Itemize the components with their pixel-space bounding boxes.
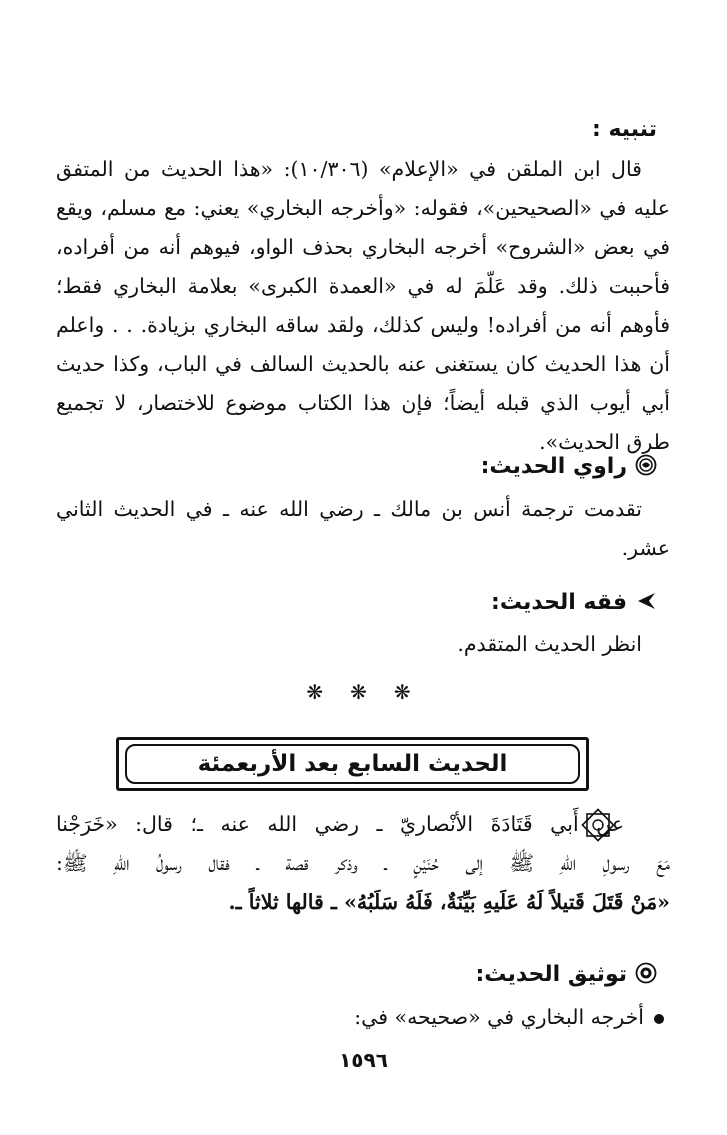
tawthiq-heading (97, 960, 657, 990)
notice-line: أبي أيوب الذي قبله أيضاً؛ فإن هذا الكتاب موضوع للاختصار، لا تجميع (56, 391, 670, 415)
fiqh-text: انظر الحديث المتقدم. (457, 632, 642, 656)
notice-line: في بعض «الشروح» أخرجه البخاري بحذف الواو، فيوهم أنه من أفراده، (56, 235, 670, 259)
notice-line: طرق الحديث». (539, 430, 670, 454)
notice-line: أن هذا الحديث كان يستغنى عنه بالحديث السالف في الباب، وكذا حديث (56, 352, 670, 376)
fiqh-heading (97, 588, 657, 618)
hadith-line: مَعَ رسولِ اللّهِ ﷺ إلى حُنَيْنٍ ـ وذكر قصة ـ فقال رسولُ اللّهِ ﷺ: (56, 851, 670, 875)
tawthiq-title: توثيق الحديث: (475, 962, 627, 987)
notice-heading (97, 115, 657, 145)
notice-title: تنبيه : (591, 117, 657, 142)
fiqh-title: فقه الحديث: (491, 590, 627, 615)
ornament-circle-icon (635, 454, 657, 476)
hadith-title-box (116, 737, 589, 791)
ornament-flower-icon (635, 962, 657, 984)
bullet-dot (654, 1014, 664, 1024)
arrow-left-icon (635, 590, 657, 612)
hadith-paragraph (56, 805, 670, 922)
notice-line: فأوهم أنه من أفراده! وليس كذلك، ولقد ساقه البخاري بزيادة. . . واعلم (56, 313, 670, 337)
stars-separator: ❋ ❋ ❋ (306, 680, 421, 704)
narrator-paragraph (56, 490, 670, 568)
tawthiq-bullet-text: أخرجه البخاري في «صحيحه» في: (354, 1005, 644, 1029)
notice-paragraph (56, 150, 670, 462)
tawthiq-bullet-item (56, 998, 670, 1037)
notice-line: عليه في «الصحيحين»، فقوله: «وأخرجه البخاري» يعني: مع مسلم، ويقع (56, 196, 670, 220)
notice-line: فأحببت ذلك. وقد عَلّمَ له في «العمدة الكبرى» بعلامة البخاري فقط؛ (56, 274, 670, 298)
hadith-line: «مَنْ قَتَلَ قَتيلاً لَهُ عَلَيهِ بَيِّنَةٌ، فَلَهُ سَلَبُهُ» ـ قالها ثلاثاً ـ. (228, 890, 670, 914)
hadith-title: الحديث السابع بعد الأربعمئة (125, 744, 580, 784)
notice-line: قال ابن الملقن في «الإعلام» (١٠/٣٠٦): «هذا الحديث من المتفق (56, 157, 642, 181)
hadith-line: عن أَبي قَتَادَةَ الأنْصاريّ ـ رضي الله عنه ـ؛ قال: «خَرَجْنا (56, 812, 624, 836)
fiqh-paragraph (56, 625, 670, 664)
narrator-heading (97, 452, 657, 482)
narrator-line: عشر. (621, 536, 670, 560)
narrator-title: راوي الحديث: (480, 454, 627, 479)
page-number: ١٥٩٦ (339, 1048, 388, 1072)
tawthiq-paragraph (56, 998, 670, 1037)
narrator-line: تقدمت ترجمة أنس بن مالك ـ رضي الله عنه ـ في الحديث الثاني (56, 497, 642, 521)
